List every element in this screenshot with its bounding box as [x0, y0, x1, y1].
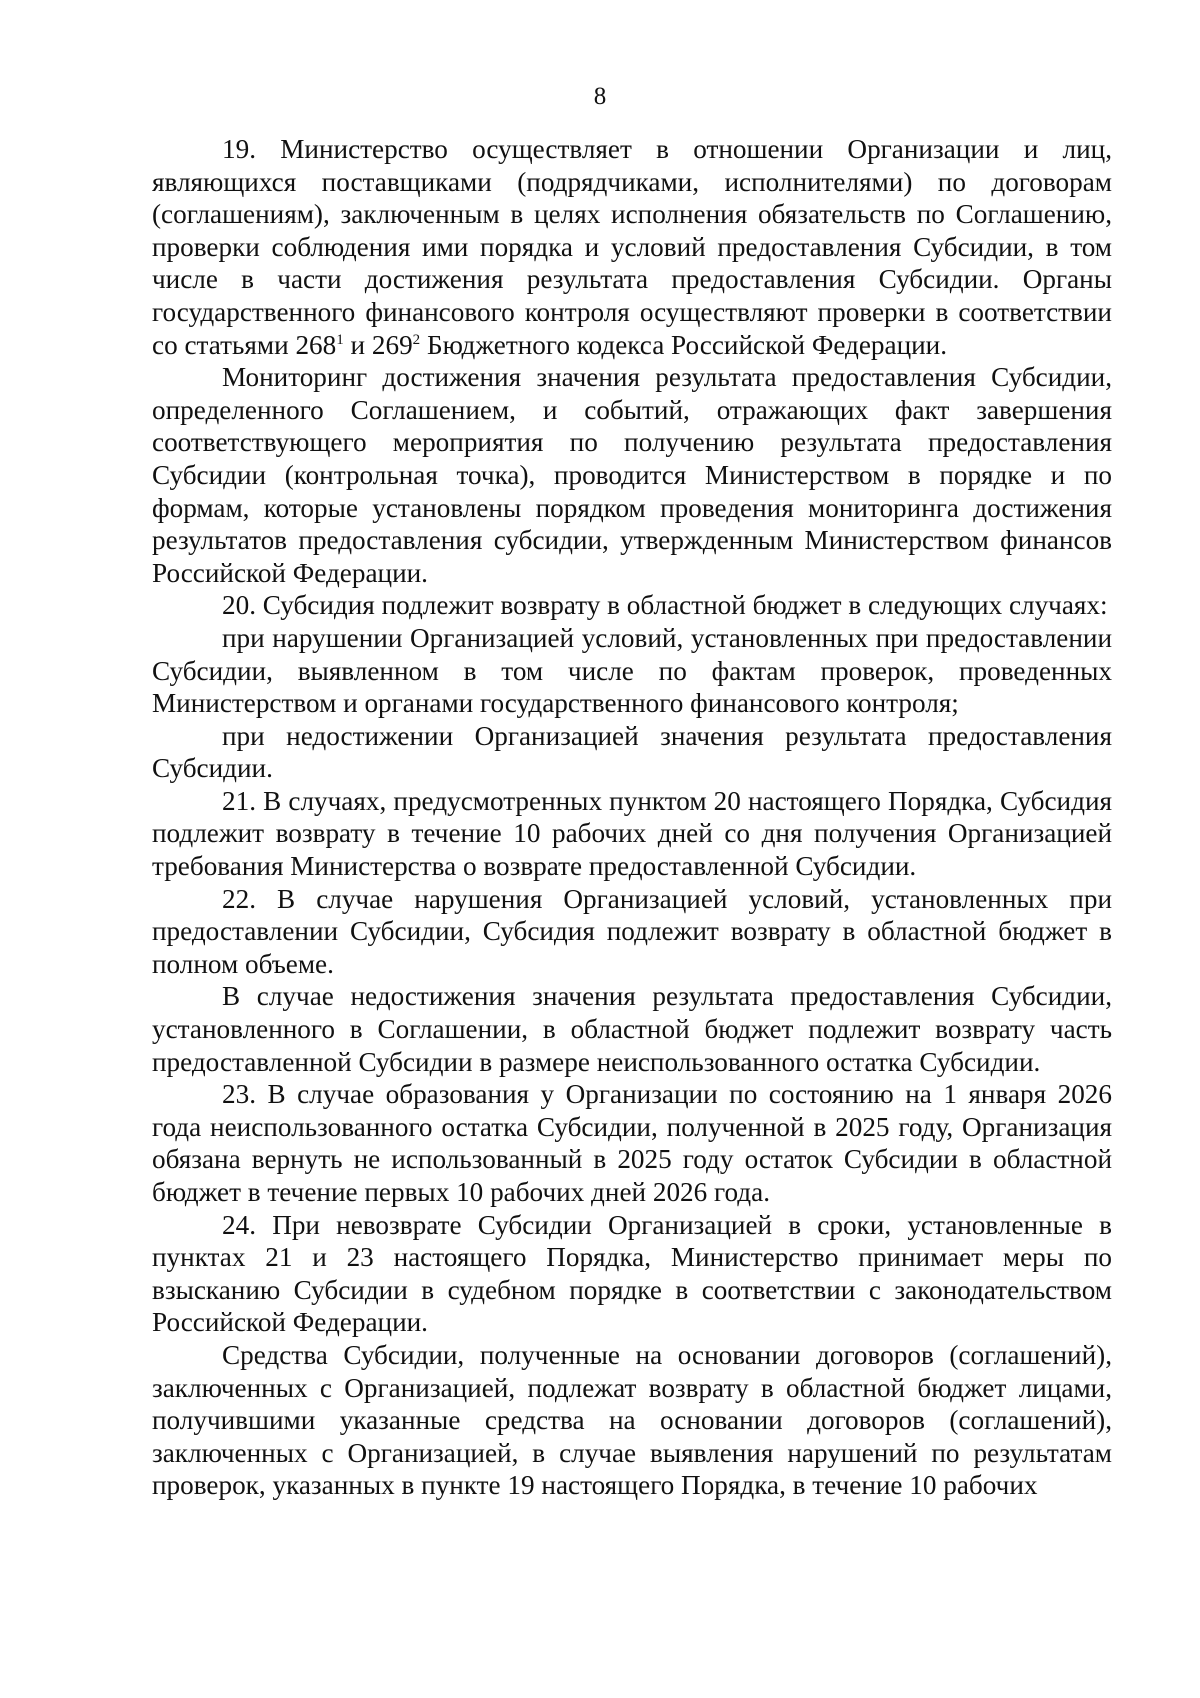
paragraph-24: 24. При невозврате Субсидии Организацией в сроки, установленные в пунктах 21 и 23 настоящего Порядка, Министерство принимает меры по взысканию Субсидии в судебном порядке в соответствии с законодательством Российской Федерации.: [152, 1209, 1112, 1338]
paragraph-23: 23. В случае образования у Организации по состоянию на 1 января 2026 года неиспользованного остатка Субсидии, полученной в 2025 году, Организация обязана вернуть не использованный в 2025 году остаток Субсидии в областной бюджет в течение первых 10 рабочих дней 2026 года.: [152, 1079, 1112, 1207]
paragraph-24-contractor-funds: Средства Субсидии, полученные на основании договоров (соглашений), заключенных с Организацией, подлежат возврату в областной бюджет лицами, получившими указанные средства на основании договоров (соглашений), заключенных с Организацией, в случае выявления нарушений по результатам проверок, указанных в пункте 19 настоящего Порядка, в течение 10 рабочих: [152, 1339, 1112, 1501]
paragraph-monitoring: Мониторинг достижения значения результата предоставления Субсидии, определенного Соглашением, и событий, отражающих факт завершения соответствующего мероприятия по получению результата предоставления Субсидии (контрольная точка), проводится Министерством в порядке и по формам, которые установлены порядком проведения мониторинга достижения результатов предоставления субсидии, утвержденным Министерством финансов Российской Федерации.: [152, 362, 1112, 588]
paragraph-20: 20. Субсидия подлежит возврату в областной бюджет в следующих случаях:: [222, 590, 1108, 621]
paragraph-20-case-non-achievement: при недостижении Организацией значения результата предоставления Субсидии.: [152, 720, 1112, 784]
superscript-1: 1: [336, 331, 344, 348]
paragraph-21: 21. В случаях, предусмотренных пунктом 20 настоящего Порядка, Субсидия подлежит возврату в течение 10 рабочих дней со дня получения Организацией требования Министерства о возврате предоставленной Субсидии.: [152, 785, 1112, 882]
paragraph-22: 22. В случае нарушения Организацией условий, установленных при предоставлении Субсидии, Субсидия подлежит возврату в областной бюджет в полном объеме.: [152, 883, 1112, 979]
document-body: [152, 133, 1112, 1502]
paragraph-22-partial-return: В случае недостижения значения результата предоставления Субсидии, установленного в Соглашении, в областной бюджет подлежит возврату часть предоставленной Субсидии в размере неиспользованного остатка Субсидии.: [152, 981, 1112, 1077]
superscript-2: 2: [412, 331, 421, 348]
paragraph-20-case-violation: при нарушении Организацией условий, установленных при предоставлении Субсидии, выявленном в том числе по фактам проверок, проведенных Министерством и органами государственного финансового контроля;: [152, 622, 1112, 719]
paragraph-19: 19. Министерство осуществляет в отношении Организации и лиц, являющихся поставщиками (подрядчиками, исполнителями) по договорам (соглашениям), заключенным в целях исполнения обязательств по Соглашению, проверки соблюдения ими порядка и условий предоставления Субсидии, в том числе в части достижения результата предоставления Субсидии. Органы государственного финансового контроля осуществляют проверки в соответствии со статьями $268^1$ и $269^2$ Бюджетного кодекса Российской Федерации.: [152, 134, 1112, 360]
page-number: 8: [593, 83, 607, 110]
